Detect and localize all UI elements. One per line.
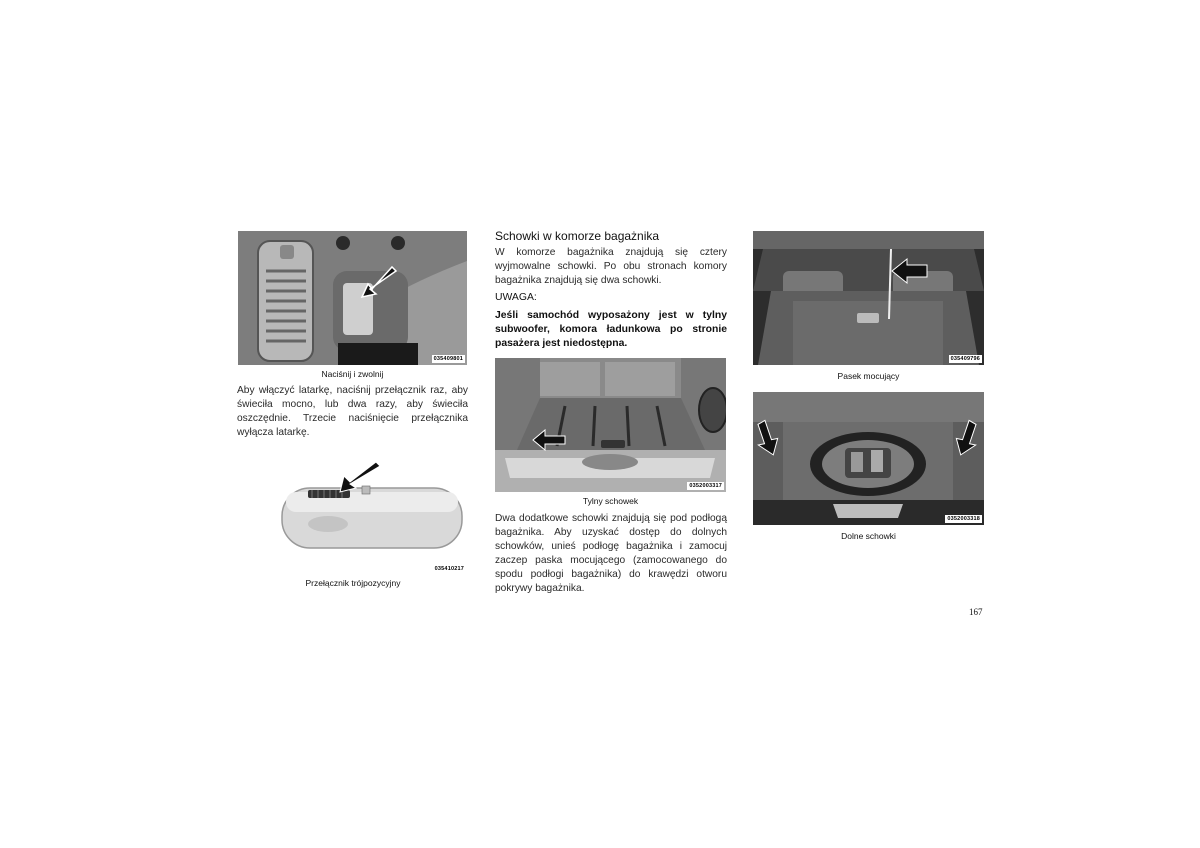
photo-code: 0352003318 (947, 516, 980, 522)
lower-storage-photo (753, 392, 984, 525)
photo-caption: Przełącznik trójpozycyjny (305, 578, 401, 588)
photo-caption: Naciśnij i zwolnij (321, 369, 384, 379)
tie-down-strap-photo (753, 231, 984, 365)
photo-code: 035410217 (434, 566, 464, 572)
photo-code: 0352003317 (689, 483, 722, 489)
page-number: 167 (969, 607, 983, 617)
storage-paragraph: W komorze bagażnika znajdują się cztery wyjmowalne schowki. Po obu stronach komory bagażnika znajdują się dwa schowki. (495, 247, 727, 286)
flashlight-paragraph: Aby włączyć latarkę, naciśnij przełącznik raz, aby świeciła mocno, lub dwa razy, aby świeciła oszczędnie. Trzecie naciśnięcie przełącznika wyłącza latarkę. (237, 385, 468, 438)
photo-caption: Tylny schowek (582, 496, 639, 506)
photo-caption: Dolne schowki (841, 531, 896, 541)
lower-storage-paragraph: Dwa dodatkowe schowki znajdują się pod podłogą bagażnika. Aby uzyskać dostęp do dolnych schowków, unieś podłogę bagażnika i zamocuj zaczep paska mocującego (zamocowanego do spodu podłogi bagażnika) do krawędzi otworu pokrywy bagażnika. (495, 513, 727, 594)
flashlight-button-photo (238, 231, 467, 365)
photo-code: 035409801 (433, 356, 463, 362)
photo-caption: Pasek mocujący (837, 371, 900, 381)
rear-storage-photo (495, 358, 726, 492)
section-heading: Schowki w komorze bagażnika (495, 229, 660, 243)
note-text: Jeśli samochód wyposażony jest w tylny subwoofer, komora ładunkowa po stronie pasażera jest niedostępna. (495, 310, 727, 349)
photo-code: 035409796 (950, 356, 980, 362)
three-position-switch-photo (278, 458, 468, 573)
note-label: UWAGA: (495, 292, 537, 303)
